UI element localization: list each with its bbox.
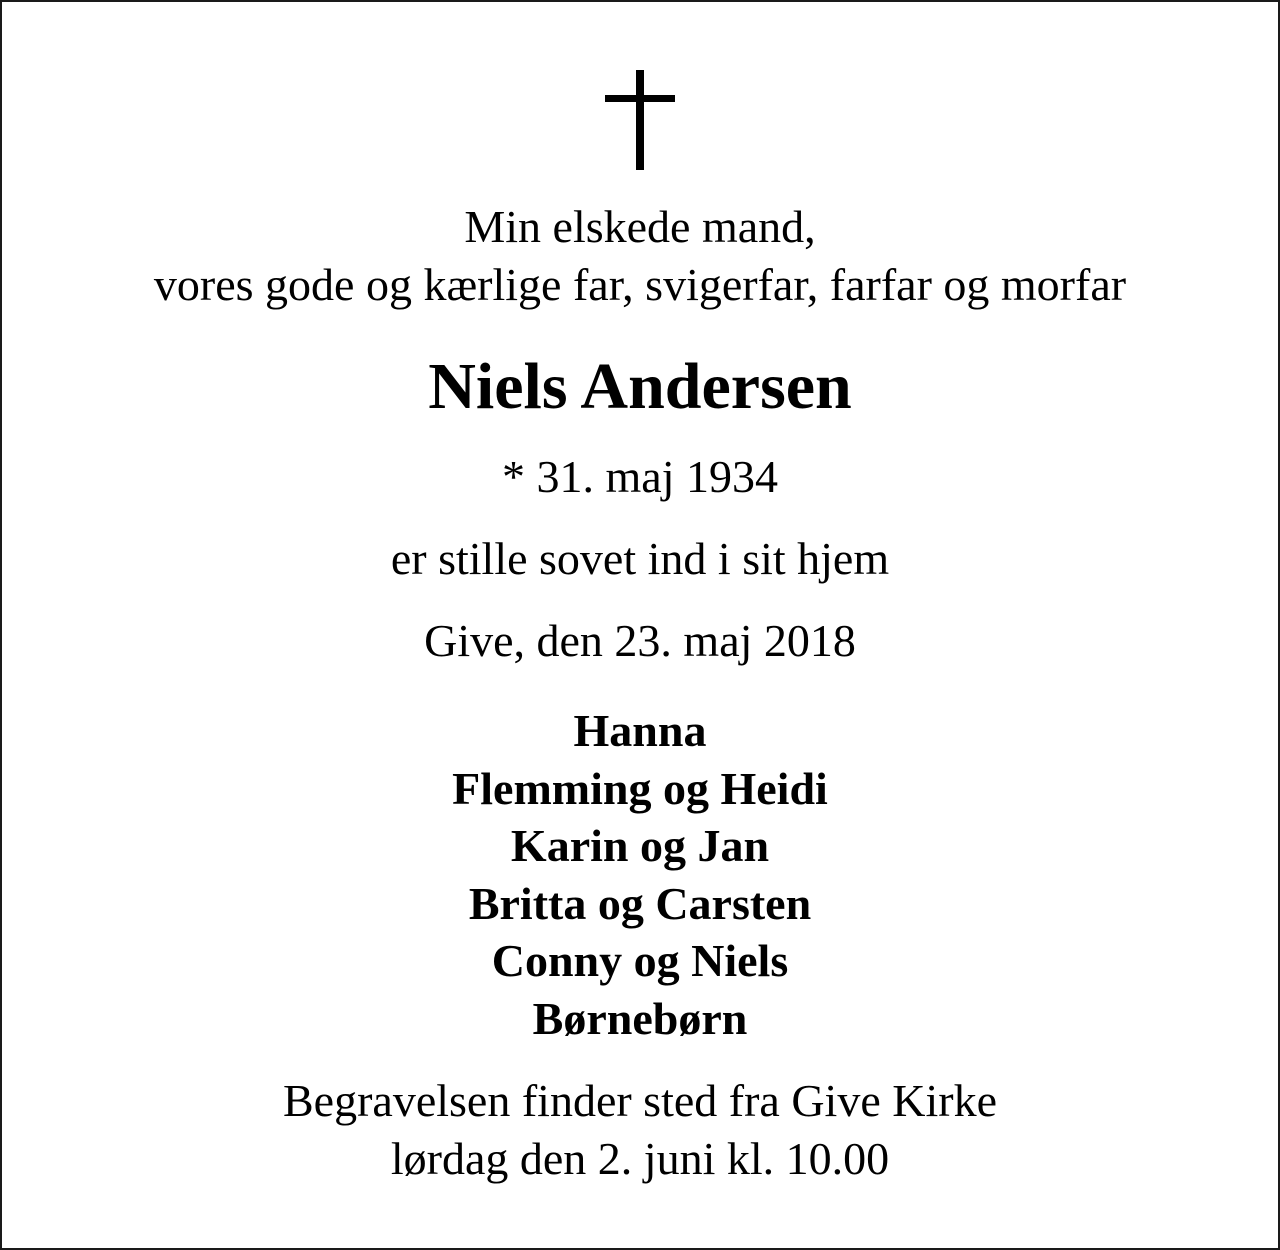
mourner-name: Conny og Niels <box>491 935 789 986</box>
place-and-date: Give, den 23. maj 2018 <box>424 615 856 666</box>
funeral-line: lørdag den 2. juni kl. 10.00 <box>390 1133 890 1184</box>
intro-line: vores gode og kærlige far, svigerfar, farfar og morfar <box>153 259 1127 310</box>
funeral-info <box>2 1072 1278 1188</box>
cross-icon <box>605 70 675 170</box>
funeral-line: Begravelsen finder sted fra Give Kirke <box>283 1075 997 1126</box>
mourner-name: Britta og Carsten <box>468 877 812 929</box>
birth-date: * 31. maj 1934 <box>502 451 778 502</box>
mourner-name: Flemming og Heidi <box>452 762 828 814</box>
mourners-list <box>2 702 1278 1047</box>
intro-line: Min elskede mand, <box>464 201 816 252</box>
mourner-name: Børnebørn <box>532 992 748 1044</box>
mourner-name: Hanna <box>573 705 707 756</box>
mourner-name: Karin og Jan <box>510 820 770 871</box>
passing-text: er stille sovet ind i sit hjem <box>390 533 890 584</box>
intro-text <box>2 198 1278 314</box>
deceased-name: Niels Andersen <box>428 350 852 423</box>
